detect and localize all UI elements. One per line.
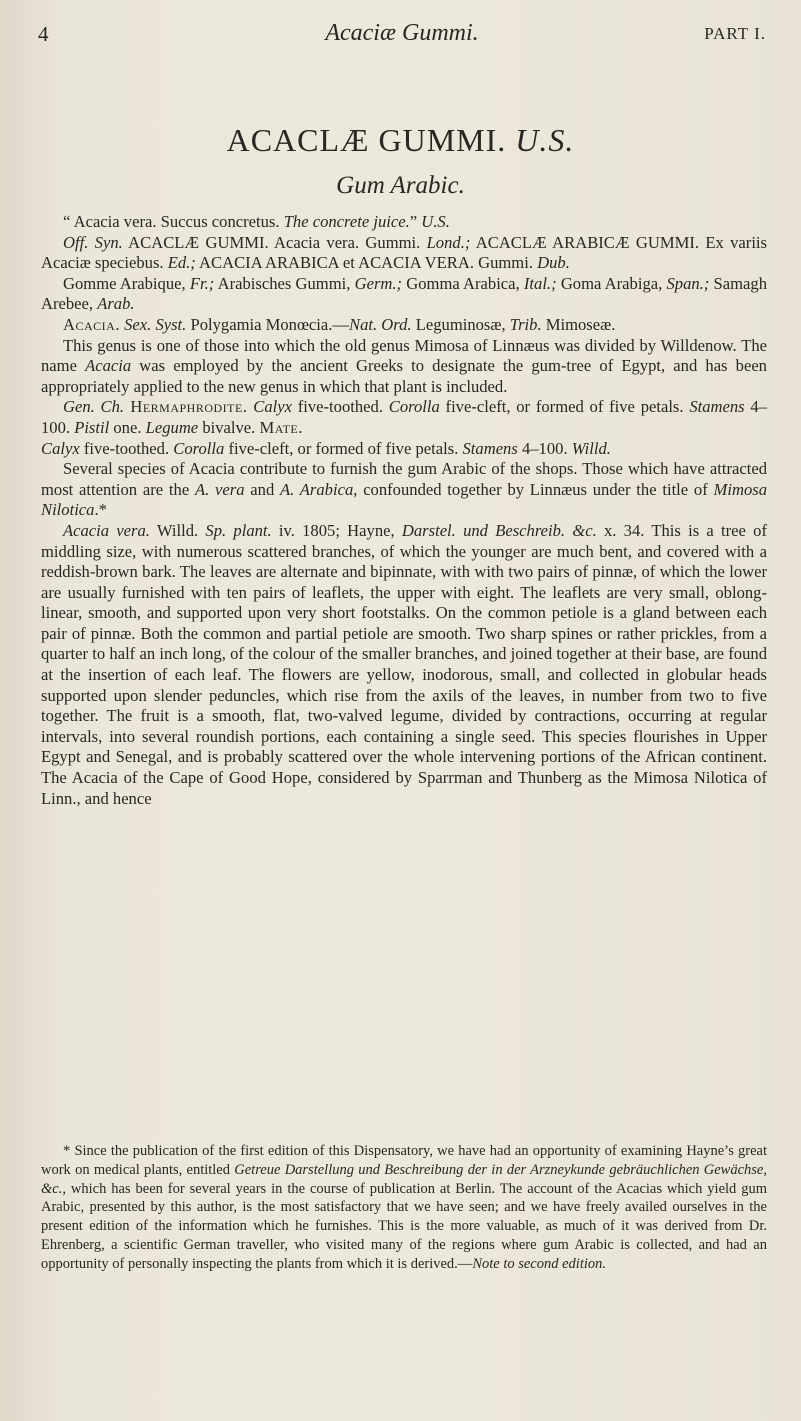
article-subheading: Gum Arabic.	[336, 172, 465, 199]
heading-us: U.S.	[515, 122, 575, 158]
classification-paragraph: Acacia. Sex. Syst. Polygamia Monœcia.—Nat. Ord. Leguminosæ, Trib. Mimoseæ.	[63, 314, 616, 334]
running-head	[38, 22, 766, 52]
footnote-text: * Since the publication of the first edition of this Dispensatory, we have had an opportunity of examining Hayne’s great work on medical plants, entitled Getreue Darstellung und Beschreibung der in der Arzneykunde gebräuchlichen Gewächse, &c., which has been for several years in the course of publication at Berlin. The account of the Acacias which yield gum Arabic, presented by this author, is the most satisfactory that we have seen; and we have freely availed ourselves in the present edition of the information which he furnishes. This is the more valuable, as much of it was derived from Dr. Ehrenberg, a scientific German traveller, who visited many of the regions where gum Arabic is collected, and had an opportunity of personally inspecting the plants from which it is derived.—Note to second edition.	[41, 1143, 767, 1272]
page-number: 4	[38, 22, 49, 46]
part-label: PART I.	[704, 24, 766, 43]
foreign-names-paragraph: Gomme Arabique, Fr.; Arabisches Gummi, Germ.; Gomma Arabica, Ital.; Goma Arabiga, Span.; Samagh Arebee, Arab.	[41, 273, 768, 314]
acacia-vera-paragraph: Acacia vera. Willd. Sp. plant. iv. 1805; Hayne, Darstel. und Beschreib. &c. x. 34. This is a tree of middling size, with numerous scattered branches, of which the younger are much bent, and covered with a reddish-brown bark. The leaves are alternate and bipinnate, with with two pairs of pinnæ, of which the lower are usually furnished with ten pairs of leaflets, the upper with eight. The leaflets are very small, oblong-linear, smooth, and supported upon very short footstalks. On the common petiole is a gland between each pair of pinnæ. Both the common and partial petiole are smooth. Two sharp spines or rather prickles, from a quarter to half an inch long, of the colour of the smaller branches, and joined together at their base, are found at the insertion of each leaf. The flowers are yellow, inodorous, small, and collected in globular heads supported upon slender peduncles, which rise from the axils of the leaves, in number from two to five together. The fruit is a smooth, flat, two-valved legume, divided by contractions, occurring at regular intervals, into several roundish portions, each containing a single seed. This species flourishes in Upper Egypt and Senegal, and is probably scattered over the whole intervening portions of the African continent. The Acacia of the Cape of Good Hope, considered by Sparrman and Thunberg as the Mimosa Nilotica of Linn., and hence	[41, 520, 767, 808]
article-heading	[0, 122, 801, 159]
heading-main: ACACLÆ GUMMI.	[226, 122, 507, 158]
species-paragraph: Several species of Acacia contribute to furnish the gum Arabic of the shops. Those which have attracted most attention are the A. vera and A. Arabica, confounded together by Linnæus under the title of Mimosa Nilotica.*	[41, 459, 768, 520]
running-title: Acaciæ Gummi.	[325, 20, 479, 46]
footnote	[41, 1142, 767, 1274]
intro-paragraph: “ Acacia vera. Succus concretus. The concrete juice.” U.S.	[63, 212, 450, 231]
synonyms-paragraph: Off. Syn. ACACLÆ GUMMI. Acacia vera. Gummi. Lond.; ACACLÆ ARABICÆ GUMMI. Ex variis Acaciæ speciebus. Ed.; ACACIA ARABICA et ACACIA VERA. Gummi. Dub.	[41, 232, 767, 273]
generic-character-paragraph: Gen. Ch. Hermaphrodite. Calyx five-toothed. Corolla five-cleft, or formed of five petals. Stamens 4–100. Pistil one. Legume bivalve. Mate. Calyx five-toothed. Corolla five-cleft, or formed of five petals. Stamens 4–100. Willd.	[41, 397, 767, 458]
genus-paragraph: This genus is one of those into which the old genus Mimosa of Linnæus was divided by Willdenow. The name Acacia was employed by the ancient Greeks to designate the gum-tree of Egypt, and has been appropriately applied to the new genus in which that plant is included.	[41, 335, 767, 396]
article-body	[41, 212, 767, 809]
